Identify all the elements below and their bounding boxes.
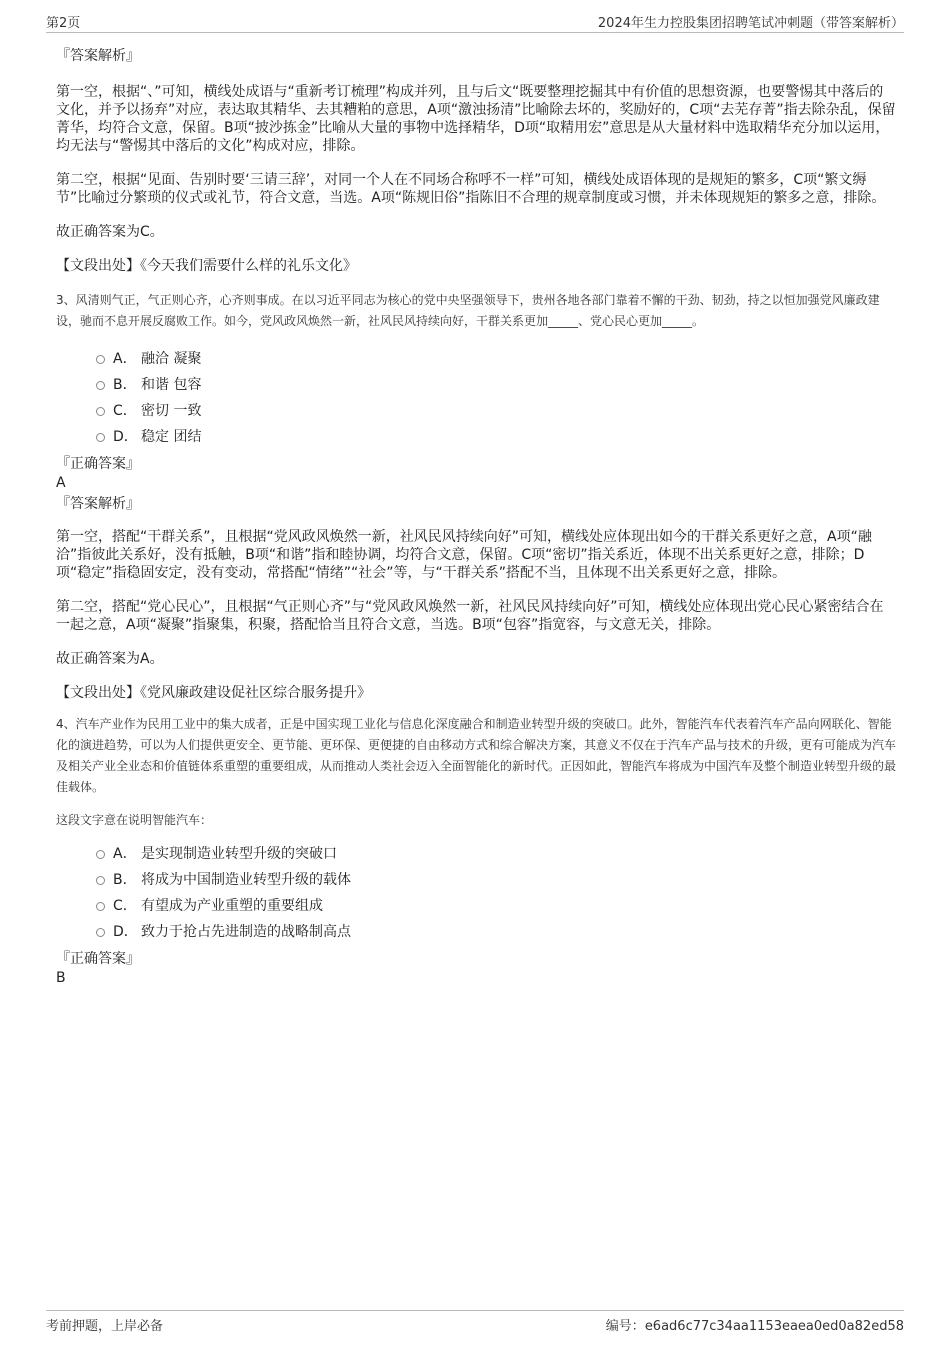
- q3-question-text: 3、风清则气正，气正则心齐，心齐则事成。在以习近平同志为核心的党中央坚强领导下，贵州各地各部门靠着不懈的干劲、韧劲，持之以恒加强党风廉政建设，驰而不息开展反腐败工作。如今，党风政风焕然一新，社风民风持续向好，干群关系更加_____、党心民心更加_____。: [56, 293, 880, 328]
- radio-icon[interactable]: [96, 355, 105, 364]
- option-letter: A．: [113, 846, 137, 862]
- q3-options: [56, 346, 896, 450]
- option-text: 致力于抢占先进制造的战略制高点: [141, 924, 351, 940]
- analysis-label: 『答案解析』: [56, 496, 140, 512]
- radio-icon[interactable]: [96, 928, 105, 937]
- option-text: 稳定 团结: [141, 429, 202, 445]
- radio-icon[interactable]: [96, 407, 105, 416]
- page-header: [46, 12, 904, 33]
- q2-analysis-paragraph-1: 第一空，根据“、”可知，横线处成语与“重新考订梳理”构成并列，且与后文“既要整理挖掘其中有价值的思想资源，也要警惕其中落后的文化，并予以扬弃”对应，表达取其精华、去其糟粕的意思，A项“激浊扬清”比喻除去坏的，奖励好的，C项“去芜存菁”指去除杂乱，保留菁华，均符合文意，保留。B项“披沙拣金”比喻从大量的事物中选择精华，D项“取精用宏”意思是从大量材料中选取精华充分加以运用，均无法与“警惕其中落后的文化”构成对应，排除。: [56, 84, 896, 154]
- radio-icon[interactable]: [96, 902, 105, 911]
- q4-options: [56, 841, 896, 945]
- page-number: 第2页: [46, 16, 81, 31]
- q3-analysis-paragraph-1: 第一空，搭配“干群关系”，且根据“党风政风焕然一新，社风民风持续向好”可知，横线处应体现出如今的干群关系更好之意，A项“融洽”指彼此关系好，没有抵触，B项“和谐”指和睦协调，均符合文意，保留。C项“密切”指关系近，体现不出关系更好之意，排除；D项“稳定”指稳固安定，没有变动，常搭配“情绪”“社会”等，与“干群关系”搭配不当，且体现不出关系更好之意，排除。: [56, 529, 872, 581]
- option-letter: D．: [113, 924, 138, 940]
- document-code: [606, 1315, 904, 1334]
- document-title: 2024年生力控股集团招聘笔试冲刺题（带答案解析）: [597, 16, 904, 31]
- q2-analysis-paragraph-2: 第二空，根据“见面、告别时要‘三请三辞’，对同一个人在不同场合称呼不一样”可知，横线处成语体现的是规矩的繁多，C项“繁文缛节”比喻过分繁琐的仪式或礼节，符合文意，当选。A项“陈规旧俗”指陈旧不合理的规章制度或习惯，并未体现规矩的繁多之意，排除。: [56, 172, 886, 206]
- page-content: [56, 44, 896, 987]
- option-text: 融洽 凝聚: [141, 351, 202, 367]
- q3-analysis-paragraph-2: 第二空，搭配“党心民心”，且根据“气正则心齐”与“党风政风焕然一新，社风民风持续向好”可知，横线处应体现出党心民心紧密结合在一起之意，A项“凝聚”指聚集，积聚，搭配恰当且符合文意，当选。B项“包容”指宽容，与文意无关，排除。: [56, 599, 884, 633]
- option-text: 将成为中国制造业转型升级的载体: [141, 872, 351, 888]
- q3-option-c[interactable]: [96, 398, 896, 424]
- q3-option-a[interactable]: [96, 346, 896, 372]
- page-footer: [46, 1310, 904, 1334]
- correct-answer-label: 『正确答案』: [56, 951, 140, 967]
- q2-source: 【文段出处】《今天我们需要什么样的礼乐文化》: [56, 258, 357, 274]
- q4-question-text: 4、汽车产业作为民用工业中的集大成者，正是中国实现工业化与信息化深度融合和制造业转型升级的突破口。此外，智能汽车代表着汽车产品向网联化、智能化的演进趋势，可以为人们提供更安全、更节能、更环保、更便捷的自由移动方式和综合解决方案，其意义不仅在于汽车产品与技术的升级，更有可能成为汽车及相关产业全业态和价值链体系重塑的重要组成，从而推动人类社会迈入全面智能化的新时代。正因如此，智能汽车将成为中国汽车及整个制造业转型升级的最佳载体。: [56, 717, 897, 794]
- option-text: 和谐 包容: [141, 377, 202, 393]
- q3-option-b[interactable]: [96, 372, 896, 398]
- option-letter: A．: [113, 351, 137, 367]
- analysis-label: 『答案解析』: [56, 48, 140, 64]
- q4-option-b[interactable]: [96, 867, 896, 893]
- option-text: 是实现制造业转型升级的突破口: [141, 846, 337, 862]
- option-letter: D．: [113, 429, 138, 445]
- option-letter: B．: [113, 872, 137, 888]
- q3-option-d[interactable]: [96, 424, 896, 450]
- q4-answer-value: B: [56, 970, 66, 986]
- footer-slogan: 考前押题，上岸必备: [46, 1319, 164, 1334]
- q4-option-c[interactable]: [96, 893, 896, 919]
- option-letter: C．: [113, 898, 137, 914]
- radio-icon[interactable]: [96, 381, 105, 390]
- radio-icon[interactable]: [96, 850, 105, 859]
- q3-answer-value: A: [56, 475, 66, 491]
- q4-option-d[interactable]: [96, 919, 896, 945]
- option-letter: C．: [113, 403, 137, 419]
- q4-option-a[interactable]: [96, 841, 896, 867]
- correct-answer-label: 『正确答案』: [56, 456, 140, 472]
- code-value: e6ad6c77c34aa1153eaea0ed0a82ed58: [644, 1319, 904, 1334]
- q2-conclusion: 故正确答案为C。: [56, 224, 164, 240]
- q3-source: 【文段出处】《党风廉政建设促社区综合服务提升》: [56, 685, 371, 701]
- radio-icon[interactable]: [96, 433, 105, 442]
- code-label: 编号：: [605, 1319, 645, 1334]
- q3-conclusion: 故正确答案为A。: [56, 651, 164, 667]
- option-letter: B．: [113, 377, 137, 393]
- option-text: 密切 一致: [141, 403, 202, 419]
- q4-prompt: 这段文字意在说明智能汽车：: [56, 813, 213, 827]
- option-text: 有望成为产业重塑的重要组成: [141, 898, 323, 914]
- radio-icon[interactable]: [96, 876, 105, 885]
